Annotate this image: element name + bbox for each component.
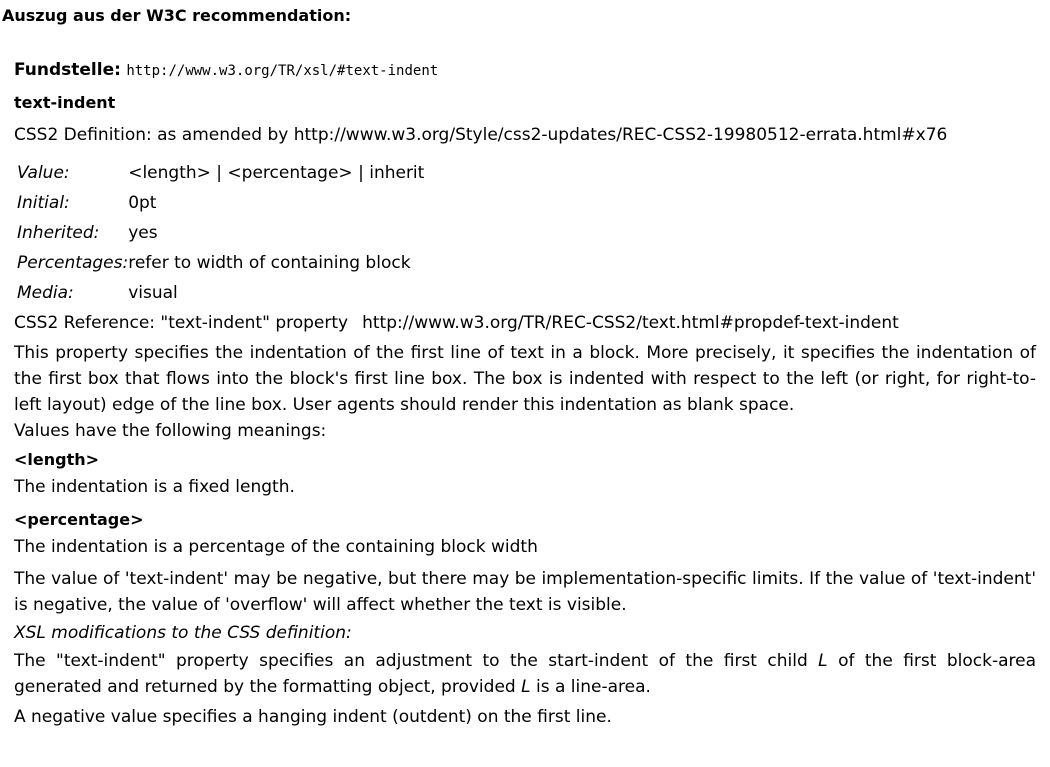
table-row xyxy=(17,248,424,278)
xsl-text-part: is a line-area. xyxy=(530,677,651,697)
page-heading: Auszug aus der W3C recommendation: xyxy=(2,6,352,25)
css2-definition: CSS2 Definition: as amended by http://www.w3.org/Style/css2-updates/REC-CSS2-19980512-errata.html#x76 xyxy=(14,125,948,145)
table-row xyxy=(17,278,424,308)
description-paragraph: This property specifies the indentation of the first line of text in a block. More precisely, it specifies the indentation of the first box that flows into the block's first line box. The box is indented with respect to the left (or right, for right-to-left layout) edge of the line box. User agents should render this indentation as blank space. xyxy=(14,343,1036,415)
property-value: visual xyxy=(128,283,178,303)
property-key: Initial: xyxy=(17,193,70,213)
property-name: text-indent xyxy=(14,93,116,112)
property-value: <length> | <percentage> | inherit xyxy=(128,163,425,183)
property-value: 0pt xyxy=(128,193,157,213)
value-term: <length> xyxy=(14,450,100,469)
source-line xyxy=(14,58,1036,83)
source-url: http://www.w3.org/TR/xsl/#text-indent xyxy=(126,63,439,79)
table-row xyxy=(17,158,424,188)
xsl-text-part: of the first block-area generated and returned by the formatting object, provided xyxy=(14,651,1036,697)
property-key: Percentages: xyxy=(17,253,129,273)
property-key: Media: xyxy=(17,283,74,303)
values-intro: Values have the following meanings: xyxy=(14,421,327,441)
property-key: Inherited: xyxy=(17,223,100,243)
property-key: Value: xyxy=(17,163,70,183)
property-value: yes xyxy=(128,223,158,243)
variable-l: L xyxy=(818,651,828,671)
table-row xyxy=(17,188,424,218)
css2-reference-label: CSS2 Reference: "text-indent" property xyxy=(14,313,349,333)
xsl-text-part: The "text-indent" property specifies an adjustment to the start-indent of the first child xyxy=(14,651,819,671)
xsl-paragraph xyxy=(14,648,1036,700)
final-note: A negative value specifies a hanging indent (outdent) on the first line. xyxy=(14,707,612,727)
value-description: The indentation is a fixed length. xyxy=(14,477,295,497)
property-value: refer to width of containing block xyxy=(128,253,411,273)
value-term: <percentage> xyxy=(14,510,144,529)
spec-excerpt xyxy=(14,58,1036,730)
source-label: Fundstelle: xyxy=(14,60,121,80)
negative-note: The value of 'text-indent' may be negative, but there may be implementation-specific limits. If the value of 'text-indent' is negative, the value of 'overflow' will affect whether the text is visible. xyxy=(14,569,1036,615)
xsl-heading: XSL modifications to the CSS definition: xyxy=(14,623,352,643)
variable-l: L xyxy=(521,677,531,697)
table-row xyxy=(17,218,424,248)
property-table xyxy=(17,158,424,308)
value-description: The indentation is a percentage of the containing block width xyxy=(14,537,538,557)
css2-reference xyxy=(14,312,1036,334)
css2-reference-url: http://www.w3.org/TR/REC-CSS2/text.html#propdef-text-indent xyxy=(362,313,899,333)
